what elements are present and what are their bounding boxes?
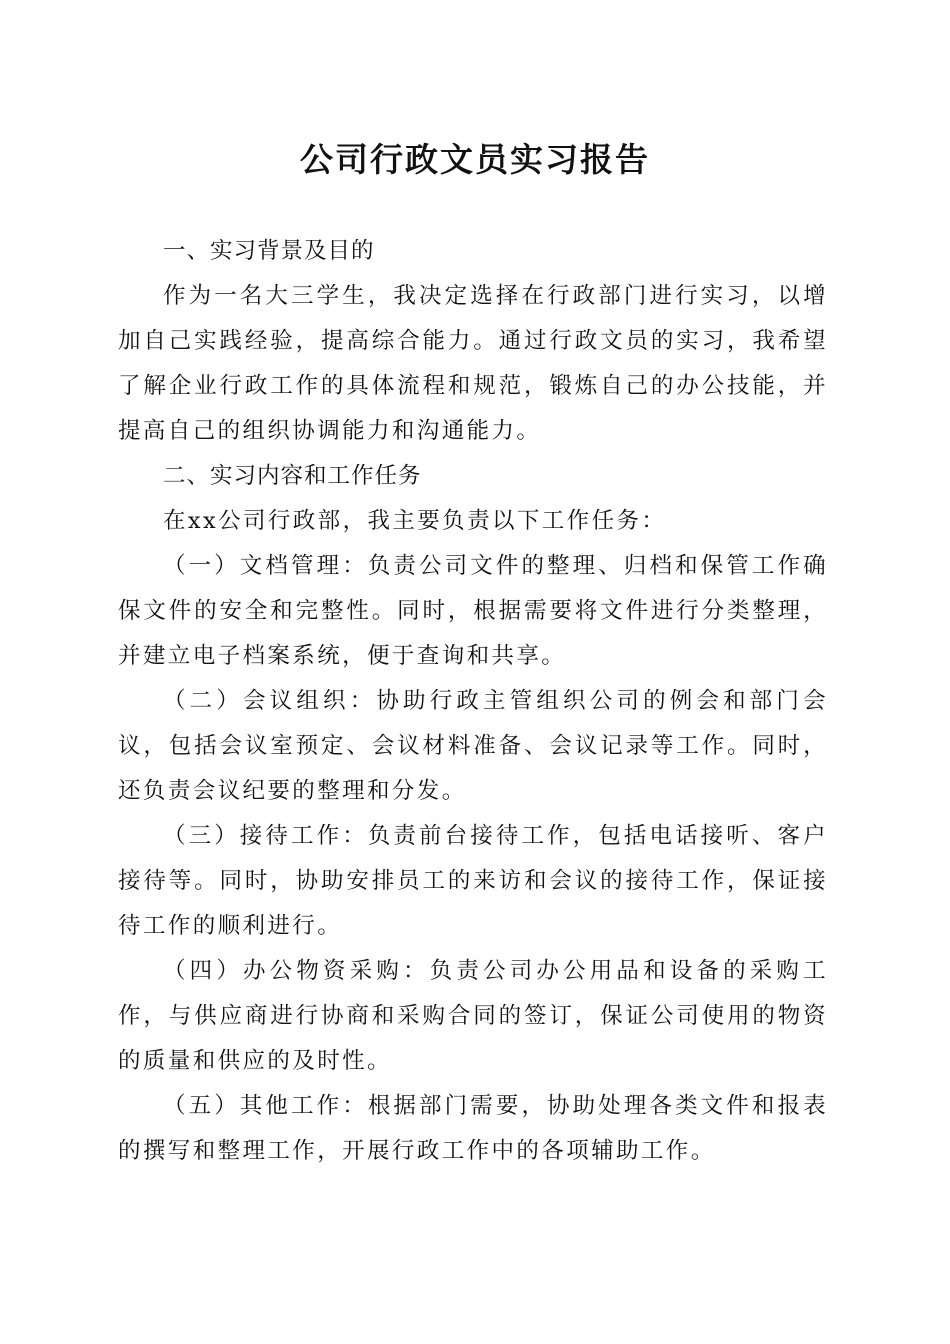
- paragraph-background: 作为一名大三学生，我决定选择在行政部门进行实习，以增加自己实践经验，提高综合能力。通过行政文员的实习，我希望了解企业行政工作的具体流程和规范，锻炼自己的办公技能，并提高自己的组织协调能力和沟通能力。: [118, 283, 828, 444]
- paragraph-task-document-management: （一）文档管理：负责公司文件的整理、归档和保管工作确保文件的安全和完整性。同时，根据需要将文件进行分类整理，并建立电子档案系统，便于查询和共享。: [118, 553, 828, 669]
- section-heading-content: 二、实习内容和工作任务: [163, 463, 422, 489]
- paragraph-task-other: （五）其他工作：根据部门需要，协助处理各类文件和报表的撰写和整理工作，开展行政工作中的各项辅助工作。: [118, 1093, 828, 1164]
- paragraph-task-procurement: （四）办公物资采购：负责公司办公用品和设备的采购工作，与供应商进行协商和采购合同的签订，保证公司使用的物资的质量和供应的及时性。: [118, 958, 828, 1074]
- paragraph-task-reception: （三）接待工作：负责前台接待工作，包括电话接听、客户接待等。同时，协助安排员工的来访和会议的接待工作，保证接待工作的顺利进行。: [118, 823, 828, 939]
- document-body: [118, 229, 828, 1174]
- document-title: 公司行政文员实习报告: [300, 140, 650, 179]
- paragraph-task-meeting-organization: （二）会议组织：协助行政主管组织公司的例会和部门会议，包括会议室预定、会议材料准备、会议记录等工作。同时，还负责会议纪要的整理和分发。: [118, 688, 828, 804]
- section-heading-background: 一、实习背景及目的: [163, 238, 375, 264]
- paragraph-tasks-intro: 在xx公司行政部，我主要负责以下工作任务：: [163, 508, 667, 534]
